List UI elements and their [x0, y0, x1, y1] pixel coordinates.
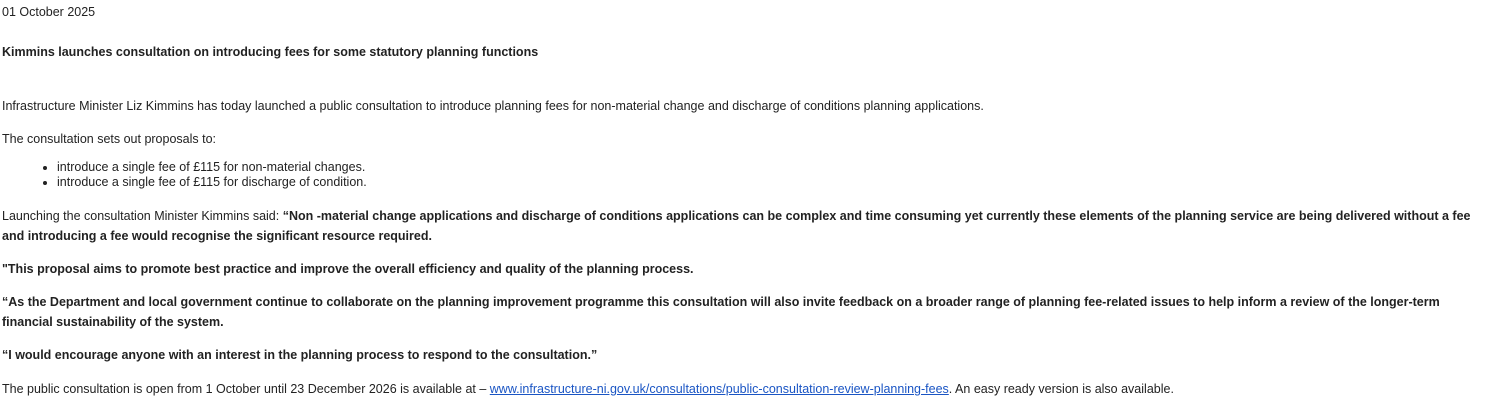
proposals-list: [40, 160, 367, 190]
quote-paragraph-2: "This proposal aims to promote best practice and improve the overall efficiency and quality of the planning process.: [2, 262, 694, 276]
quote-text-1: “Non -material change applications and discharge of conditions applications can be complex and time consuming yet currently these elements of the planning service are being delivered without a fee and introducing a fee would recognise the significant resource required.: [2, 209, 1471, 243]
list-item: • introduce a single fee of £115 for non-material changes.: [57, 160, 367, 175]
headline: Kimmins launches consultation on introducing fees for some statutory planning functions: [2, 45, 539, 59]
quote-paragraph-1: [2, 206, 1488, 246]
closing-text-end: . An easy ready version is also available.: [948, 382, 1174, 396]
quote-paragraph-4: “I would encourage anyone with an interest in the planning process to respond to the consultation.”: [2, 348, 598, 362]
closing-text: The public consultation is open from 1 October until 23 December 2026 is available at –: [2, 382, 490, 396]
quote-lead: Launching the consultation Minister Kimmins said:: [2, 209, 283, 223]
closing-paragraph: [2, 379, 1174, 399]
list-item: • introduce a single fee of £115 for discharge of condition.: [57, 175, 367, 190]
publish-date: 01 October 2025: [2, 5, 96, 19]
consultation-link[interactable]: www.infrastructure-ni.gov.uk/consultations/public-consultation-review-planning-fees: [489, 382, 949, 396]
quote-paragraph-3: “As the Department and local government continue to collaborate on the planning improvement programme this consultation will also invite feedback on a broader range of planning fee-related issues to help inform a review of the longer-term financial sustainability of the system.: [2, 295, 1440, 329]
intro-paragraph: Infrastructure Minister Liz Kimmins has today launched a public consultation to introduce planning fees for non-material change and discharge of conditions planning applications.: [2, 99, 984, 113]
proposals-lead: The consultation sets out proposals to:: [2, 132, 217, 146]
